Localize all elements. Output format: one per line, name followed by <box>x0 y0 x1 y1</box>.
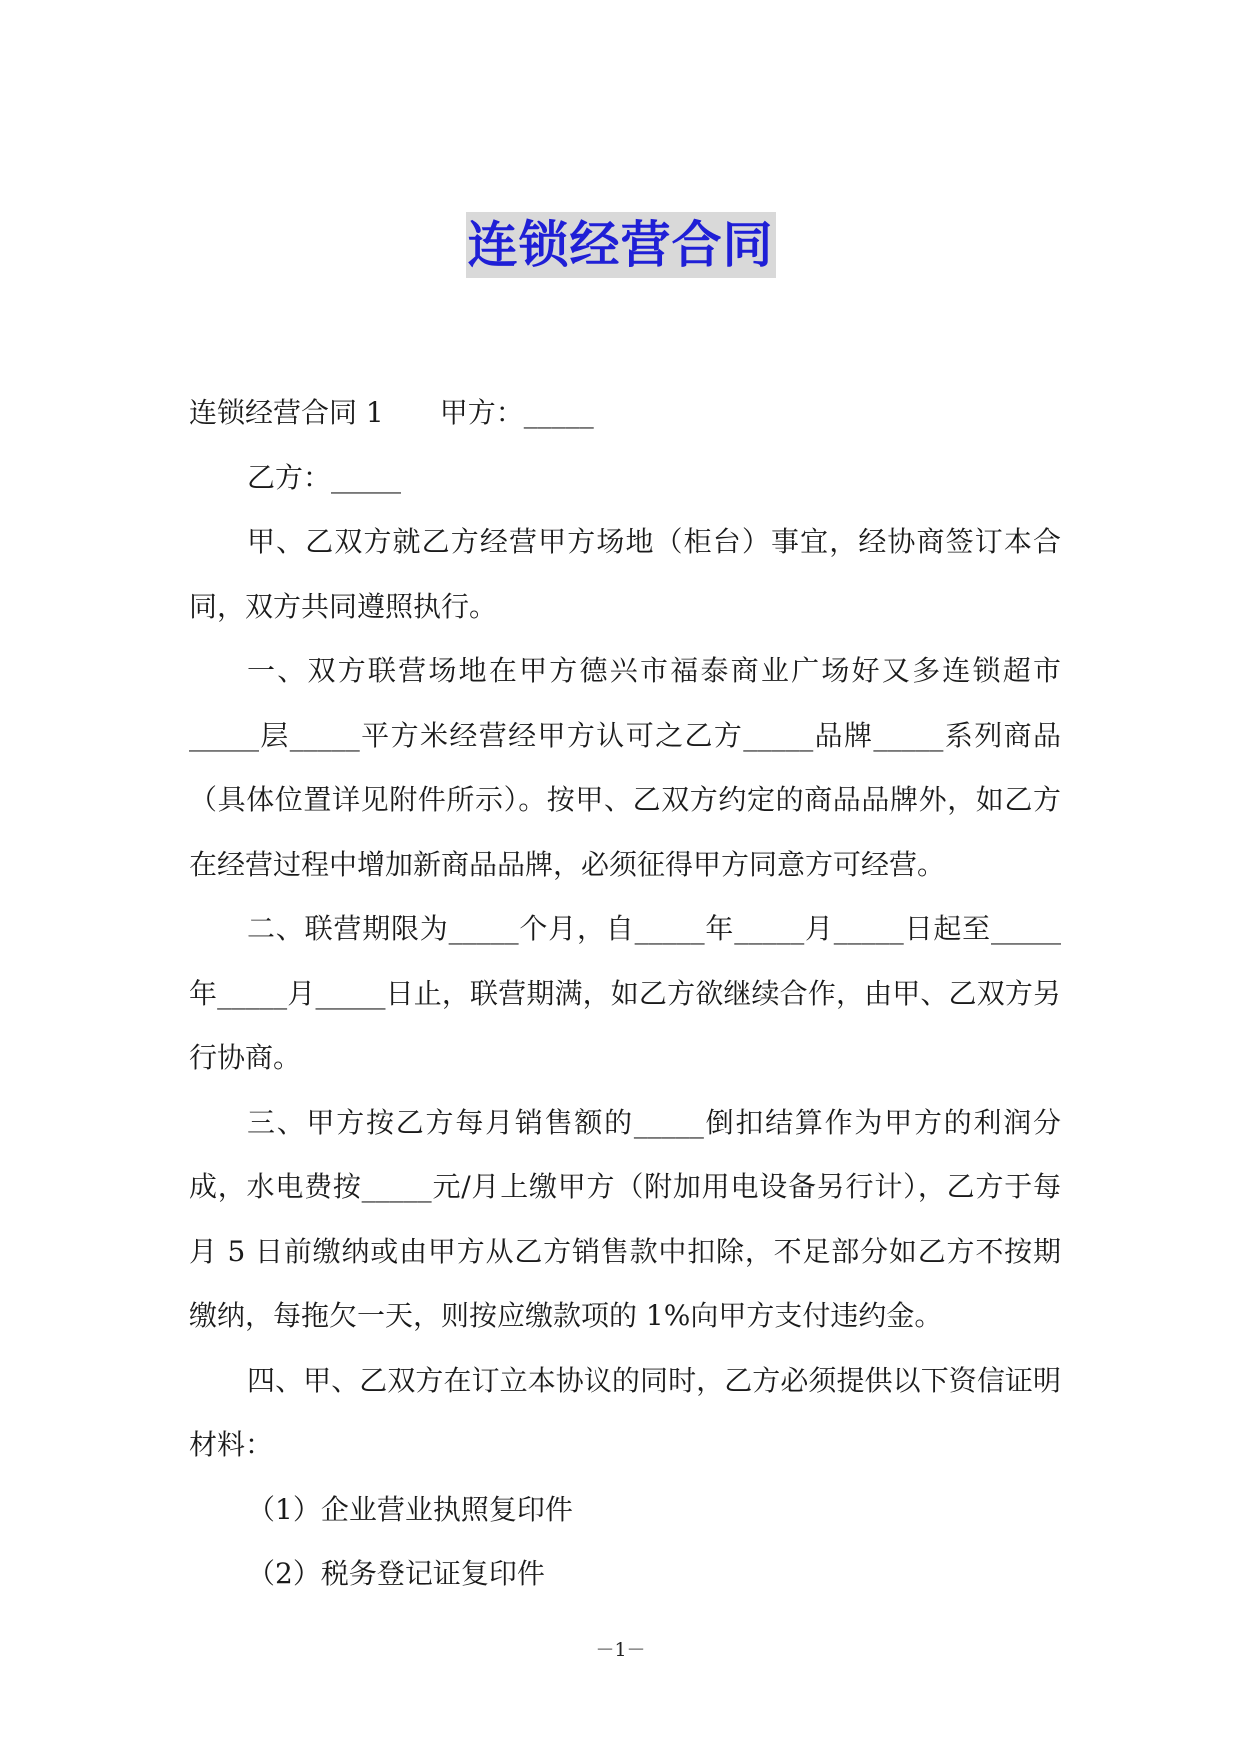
clause-1: 一、双方联营场地在甲方德兴市福泰商业广场好又多连锁超市_____层_____平方米经营经甲方认可之乙方_____品牌_____系列商品（具体位置详见附件所示）。按甲、乙双方约定的商品品牌外，如乙方在经营过程中增加新商品品牌，必须征得甲方同意方可经营。 <box>189 654 1061 881</box>
intro-paragraph: 甲、乙双方就乙方经营甲方场地（柜台）事宜，经协商签订本合同，双方共同遵照执行。 <box>189 525 1061 623</box>
list-item-1: （1）企业营业执照复印件 <box>247 1492 573 1526</box>
clause-2: 二、联营期限为_____个月，自_____年_____月_____日起至_____年_____月_____日止，联营期满，如乙方欲继续合作，由甲、乙双方另行协商。 <box>189 912 1061 1074</box>
party-b-field: 乙方：_____ <box>247 460 402 494</box>
page-title: 连锁经营合同 <box>466 212 776 278</box>
page-number: －1－ <box>595 1639 646 1661</box>
party-a-field: 甲方：_____ <box>439 396 594 429</box>
title-wrapper <box>0 212 1241 278</box>
contract-name: 连锁经营合同 1 <box>189 396 384 429</box>
clause-3: 三、甲方按乙方每月销售额的_____倒扣结算作为甲方的利润分成，水电费按_____元/月上缴甲方（附加用电设备另行计），乙方于每月 5 日前缴纳或由甲方从乙方销售款中扣除，不足部分如乙方不按期缴纳，每拖欠一天，则按应缴款项的 1%向甲方支付违约金。 <box>189 1105 1061 1332</box>
document-body <box>189 381 1061 1607</box>
clause-4: 四、甲、乙双方在订立本协议的同时，乙方必须提供以下资信证明材料： <box>189 1363 1061 1461</box>
list-item-2: （2）税务登记证复印件 <box>247 1557 545 1590</box>
header-line <box>189 381 1061 446</box>
